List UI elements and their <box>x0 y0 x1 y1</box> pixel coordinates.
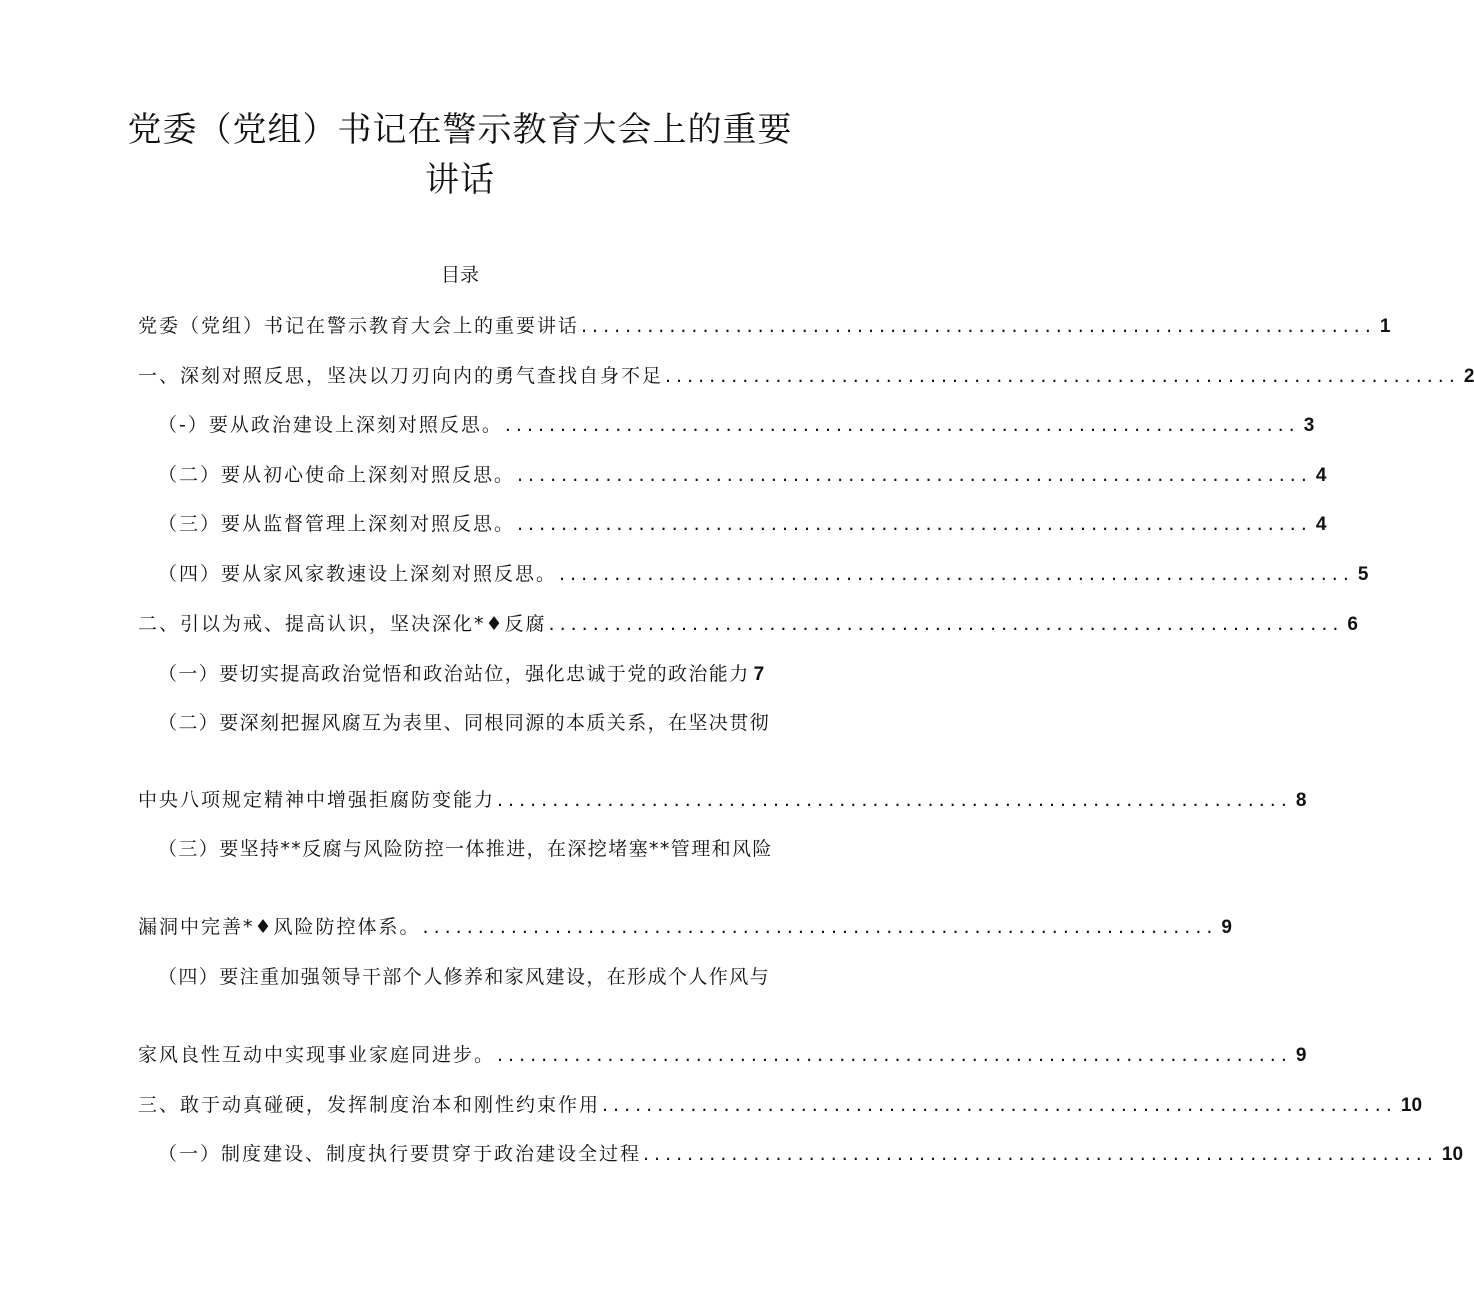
toc-leader-dots: ........................................................................ <box>517 513 1312 535</box>
toc-entry-text[interactable]: （四）要注重加强领导干部个人修养和家风建设，在形成个人作风与 <box>158 966 771 988</box>
toc-entry-page: 2 <box>1463 366 1474 387</box>
toc-entry-text: （二）要从初心使命上深刻对照反思。 <box>158 464 516 486</box>
toc-entry[interactable] <box>138 311 1391 341</box>
toc-entry-text[interactable]: （二）要深刻把握风腐互为表里、同根同源的本质关系，在坚决贯彻 <box>158 712 771 734</box>
toc-entry-page: 3 <box>1303 415 1315 436</box>
toc-entry[interactable] <box>138 785 1307 815</box>
toc-entry-page: 5 <box>1357 564 1369 585</box>
toc-entry-text: （一）要切实提高政治觉悟和政治站位，强化忠诚于党的政治能力 <box>158 663 750 685</box>
toc-entry-text: （四）要从家风家教速设上深刻对照反思。 <box>158 563 558 585</box>
toc-entry[interactable] <box>138 609 1358 639</box>
toc-entry[interactable] <box>138 361 1474 391</box>
toc-entry-text: 三、敢于动真碰硬，发挥制度治本和刚性约束作用 <box>138 1094 601 1116</box>
toc-entry[interactable] <box>158 410 1315 440</box>
toc-entry-continuation: 漏洞中完善*♦风险防控体系。 <box>138 916 421 938</box>
toc-entry[interactable] <box>158 1139 1464 1169</box>
toc-entry-text: （三）要从监督管理上深刻对照反思。 <box>158 513 516 535</box>
toc-leader-dots: ........................................................................ <box>422 916 1218 938</box>
toc-leader-dots: ........................................................................ <box>504 414 1300 436</box>
toc-leader-dots: ........................................................................ <box>581 315 1376 337</box>
toc-entry[interactable] <box>158 509 1327 539</box>
toc-entry[interactable] <box>158 559 1369 589</box>
toc-entry-text: （-）要从政治建设上深刻对照反思。 <box>158 414 503 436</box>
toc-entry-page: 8 <box>1295 790 1307 811</box>
toc-leader-dots: ........................................................................ <box>497 789 1292 811</box>
toc-entry-page: 10 <box>1400 1095 1423 1116</box>
toc-entry-text: 党委（党组）书记在警示教育大会上的重要讲话 <box>138 315 580 337</box>
toc-entry-page: 10 <box>1441 1144 1464 1165</box>
toc-entry-text: （一）制度建设、制度执行要贯穿于政治建设全过程 <box>158 1143 642 1165</box>
toc-entry-continuation: 中央八项规定精神中增强拒腐防变能力 <box>138 789 496 811</box>
toc-entry-page: 9 <box>1221 917 1232 938</box>
toc-entry-page: 1 <box>1379 316 1391 337</box>
toc-entry-page: 6 <box>1347 614 1358 635</box>
document-title-line-1: 党委（党组）书记在警示教育大会上的重要 <box>127 110 793 150</box>
toc-entry-text: 二、引以为戒、提高认识，坚决深化*♦反腐 <box>138 613 547 635</box>
toc-entry-text[interactable]: （三）要坚持**反腐与风险防控一体推进，在深挖堵塞**管理和风险 <box>158 838 773 860</box>
toc-entry-page: 7 <box>753 664 765 685</box>
toc-leader-dots: ........................................................................ <box>548 613 1344 635</box>
toc-entry-continuation: 家风良性互动中实现事业家庭同进步。 <box>138 1044 496 1066</box>
toc-entry[interactable] <box>138 1090 1423 1120</box>
toc-heading: 目录 <box>440 264 479 286</box>
toc-leader-dots: ........................................................................ <box>559 563 1354 585</box>
toc-leader-dots: ........................................................................ <box>665 365 1460 387</box>
toc-leader-dots: ........................................................................ <box>602 1094 1397 1116</box>
toc-entry-text: 一、深刻对照反思，坚决以刀刃向内的勇气查找自身不足 <box>138 365 664 387</box>
toc-entry-page: 9 <box>1295 1045 1307 1066</box>
toc-entry[interactable] <box>158 659 780 689</box>
toc-entry[interactable] <box>158 460 1327 490</box>
toc-leader-dots: ........................................................................ <box>643 1143 1438 1165</box>
document-title-line-2: 讲话 <box>425 160 495 200</box>
toc-entry[interactable] <box>138 912 1232 942</box>
toc-entry-page: 4 <box>1315 514 1327 535</box>
toc-entry-page: 4 <box>1315 465 1327 486</box>
toc-leader-dots: ........................................................................ <box>517 464 1312 486</box>
toc-leader-dots: ........................................................................ <box>497 1044 1292 1066</box>
toc-entry[interactable] <box>138 1040 1307 1070</box>
